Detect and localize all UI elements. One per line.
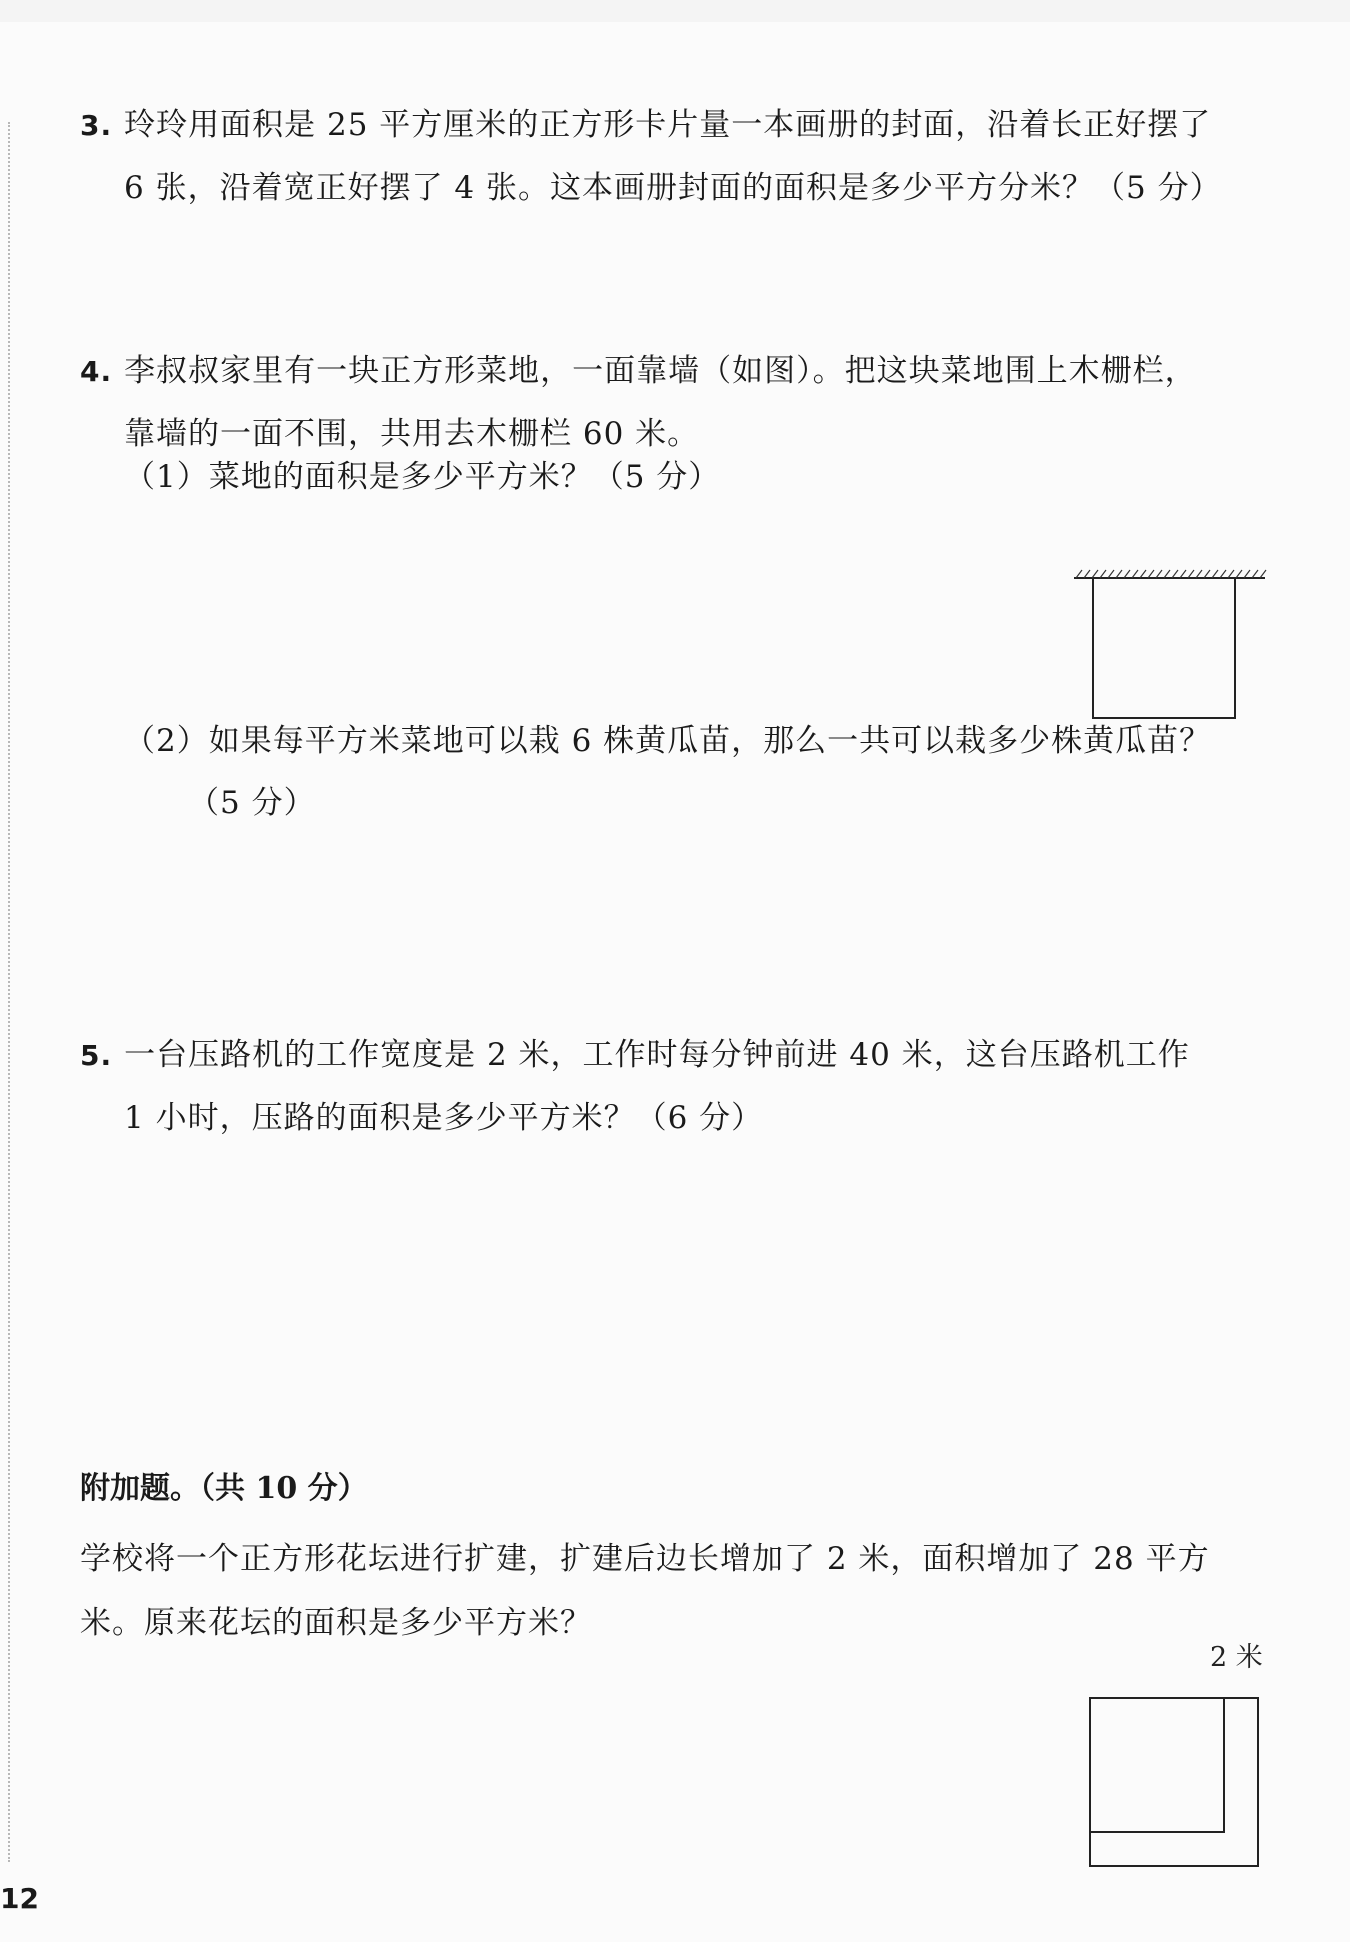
question-4-part-2: [124, 710, 1274, 834]
question-text-cont: 1 小时，压路的面积是多少平方米？（6 分）: [124, 1100, 764, 1136]
figure-label: 2 米: [1210, 1642, 1263, 1673]
bonus-text-line: 学校将一个正方形花坛进行扩建，扩建后边长增加了 2 米，面积增加了 28 平方: [80, 1541, 1210, 1577]
original-square: [1090, 1698, 1224, 1832]
question-3: [80, 94, 1270, 219]
question-text: 一台压路机的工作宽度是 2 米，工作时每分钟前进 40 米，这台压路机工作: [124, 1037, 1190, 1073]
sub-question-text-cont: （5 分）: [188, 785, 316, 821]
worksheet-page: [0, 22, 1350, 1942]
question-5: [80, 1024, 1270, 1149]
flowerbed-figure: [1080, 1632, 1280, 1872]
bonus-text-line: 米。原来花坛的面积是多少平方米？: [80, 1605, 592, 1641]
question-number: 3.: [80, 109, 113, 142]
page-number: 12: [0, 1882, 39, 1915]
question-text-cont: 靠墙的一面不围，共用去木栅栏 60 米。: [124, 416, 700, 452]
question-text: 玲玲用面积是 25 平方厘米的正方形卡片量一本画册的封面，沿着长正好摆了: [124, 107, 1212, 143]
question-number: 5.: [80, 1039, 113, 1072]
wall-hatching: [1076, 570, 1266, 578]
question-number: 4.: [80, 355, 113, 388]
question-text: 李叔叔家里有一块正方形菜地，一面靠墙（如图）。把这块菜地围上木栅栏，: [124, 353, 1197, 389]
plot-fence-outline: [1093, 578, 1235, 718]
sub-question-text: （2）如果每平方米菜地可以栽 6 株黄瓜苗，那么一共可以栽多少株黄瓜苗？: [124, 723, 1212, 759]
expanded-square: [1090, 1698, 1258, 1866]
sub-question-text: （1）菜地的面积是多少平方米？（5 分）: [124, 459, 721, 495]
question-text-cont: 6 张，沿着宽正好摆了 4 张。这本画册封面的面积是多少平方分米？（5 分）: [124, 170, 1222, 206]
bonus-title: 附加题。（共 10 分）: [80, 1471, 368, 1506]
question-4-part-1: [124, 446, 1274, 508]
binding-margin-line: [8, 122, 10, 1862]
vegetable-plot-figure: [1060, 542, 1280, 732]
